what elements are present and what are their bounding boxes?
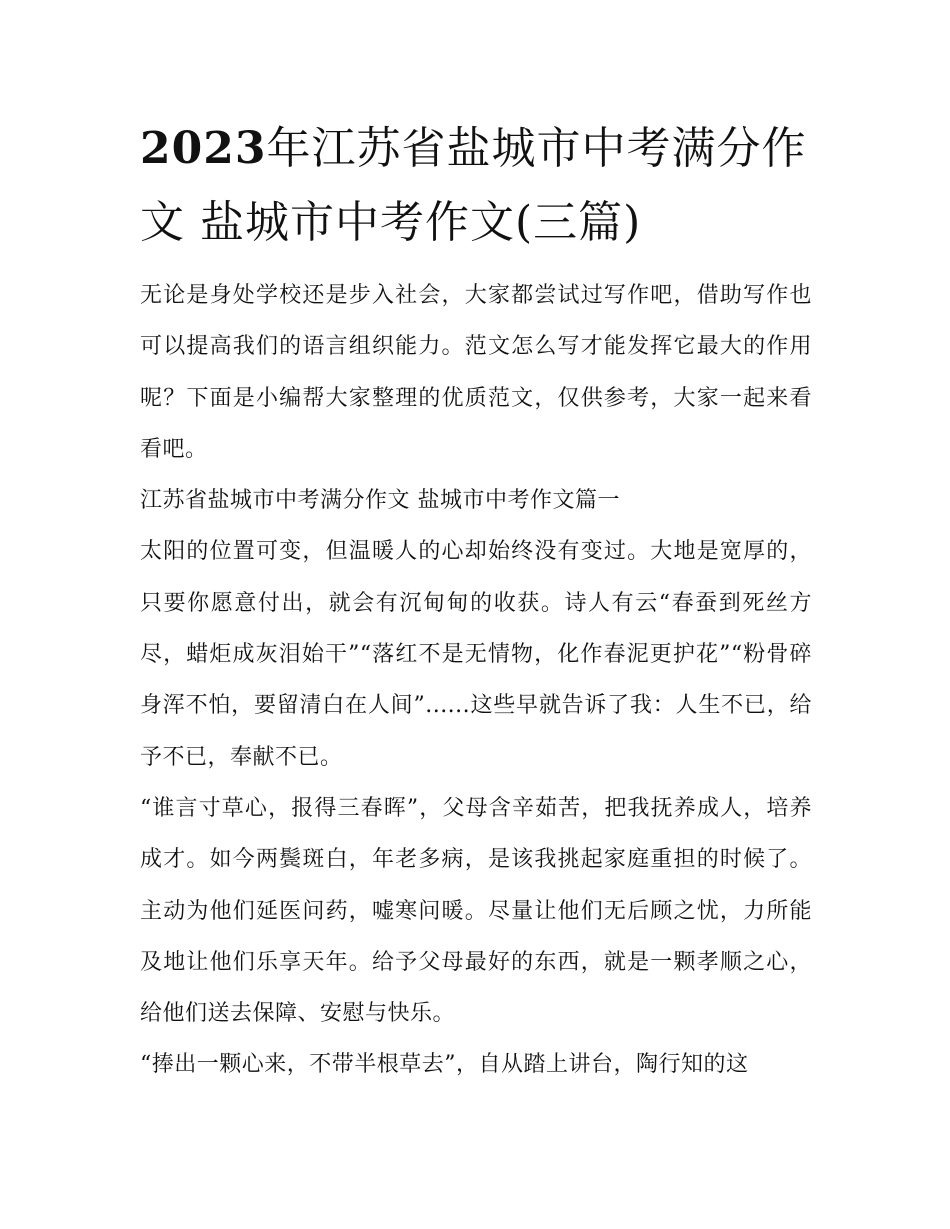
body-paragraph-1: 太阳的位置可变，但温暖人的心却始终没有变过。大地是宽厚的，只要你愿意付出，就会有沉甸甸的收获。诗人有云“春蚕到死丝方尽，蜡炬成灰泪始干”“落红不是无情物，化作春泥更护花”“粉骨碎身浑不怕，要留清白在人间”......这些早就告诉了我：人生不已，给予不已，奉献不已。 [140, 539, 812, 770]
intro-paragraph: 无论是身处学校还是步入社会，大家都尝试过写作吧，借助写作也可以提高我们的语言组织能力。范文怎么写才能发挥它最大的作用呢？下面是小编帮大家整理的优质范文，仅供参考，大家一起来看看吧。 [140, 283, 812, 462]
body-paragraph-3: “捧出一颗心来，不带半根草去”，自从踏上讲台，陶行知的这 [140, 1052, 749, 1078]
document-title [140, 112, 812, 260]
title-year: 2023 [140, 123, 267, 174]
title-text: 年江苏省盐城市中考满分作文 盐城市中考作文(三篇) [140, 123, 807, 248]
document-page [140, 112, 812, 1091]
section-heading: 江苏省盐城市中考满分作文 盐城市中考作文篇一 [140, 488, 620, 514]
body-paragraph-2: “谁言寸草心，报得三春晖”，父母含辛茹苦，把我抚养成人，培养成才。如今两鬓斑白，年老多病，是该我挑起家庭重担的时候了。主动为他们延医问药，嘘寒问暖。尽量让他们无后顾之忧，力所能及地让他们乐享天年。给予父母最好的东西，就是一颗孝顺之心，给他们送去保障、安慰与快乐。 [140, 795, 812, 1027]
